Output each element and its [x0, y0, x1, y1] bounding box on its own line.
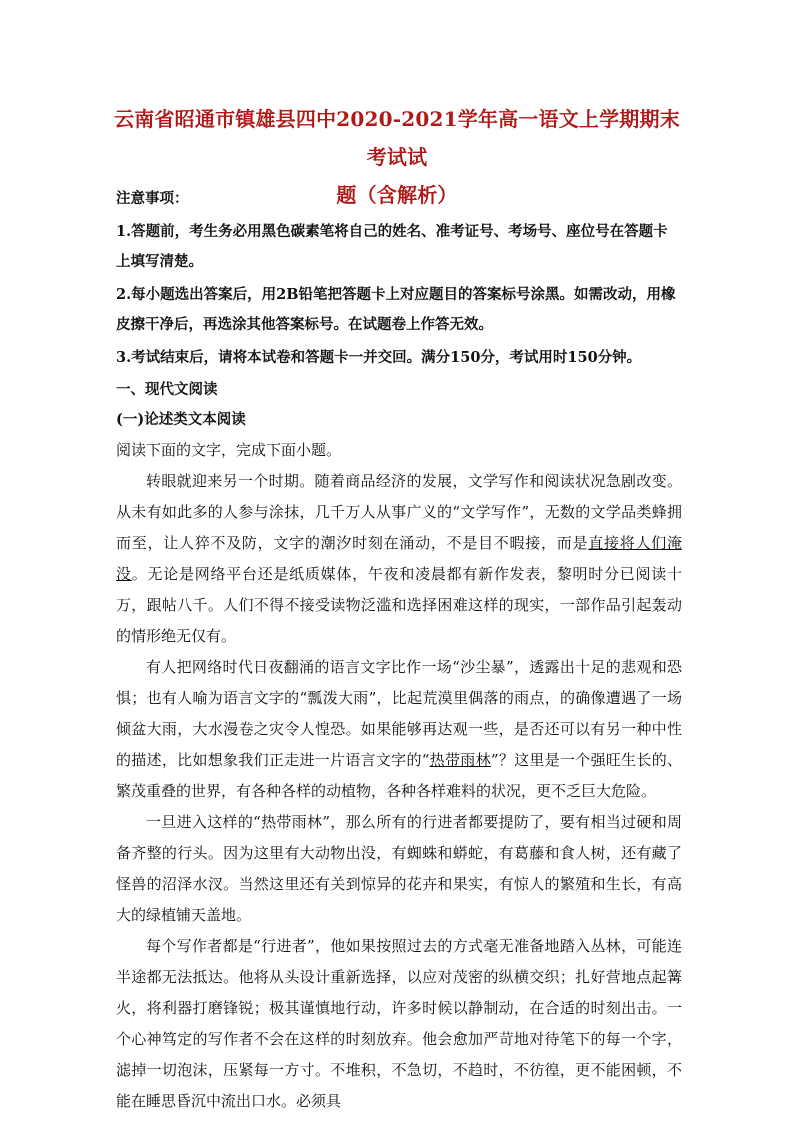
paragraph-2 — [116, 652, 682, 807]
paragraph-1 — [116, 466, 682, 652]
title-line-1: 云南省昭通市镇雄县四中2020-2021学年高一语文上学期期末考试试 — [114, 107, 680, 169]
reading-instruction: 阅读下面的文字，完成下面小题。 — [116, 441, 342, 459]
paragraph-2-text-a: 有人把网络时代日夜翻涌的语言文字比作一场“沙尘暴”，透露出十足的悲观和恐惧；也有人喻为语言文字的“瓢泼大雨”，比起荒漠里偶落的雨点，的确像遭遇了一场倾盆大雨，大水漫卷之灾令人惶恐。如果能够再达观一些，是否还可以有另一种中性的描述，比如想象我们正走进一片语言文字的“ — [116, 658, 682, 769]
notice-heading: 注意事项： — [116, 190, 189, 207]
paragraph-1-underlined: 直接将人们淹没 — [116, 534, 682, 583]
paragraph-4: 每个写作者都是“行进者”，他如果按照过去的方式毫无准备地踏入丛林，可能连半途都无法抵达。他将从头设计重新选择，以应对茂密的纵横交织；扎好营地点起篝火，将利器打磨锋锐；极其谨慎地行动，许多时候以静制动，在合适的时刻出击。一个心神笃定的写作者不会在这样的时刻放弃。他会愈加严苛地对待笔下的每一个字，滤掉一切泡沫，压紧每一方寸。不堆积，不急切，不趋时，不彷徨，更不能困顿，不能在睡思昏沉中流出口水。必须具 — [116, 937, 682, 1110]
subsection-heading: (一)论述类文本阅读 — [116, 411, 246, 428]
notice-item-2: 2.每小题选出答案后，用2B铅笔把答题卡上对应题目的答案标号涂黑。如需改动，用橡皮擦干净后，再选涂其他答案标号。在试题卷上作答无效。 — [116, 286, 676, 333]
notice-item-1: 1.答题前，考生务必用黑色碳素笔将自己的姓名、准考证号、考场号、座位号在答题卡上填写清楚。 — [116, 223, 668, 270]
section-heading: 一、现代文阅读 — [116, 381, 218, 398]
paragraph-1-text-b: 。无论是网络平台还是纸质媒体，午夜和凌晨都有新作发表，黎明时分已阅读十万，跟帖八千。人们不得不接受读物泛滥和选择困难这样的现实，一部作品引起轰动的情形绝无仅有。 — [116, 565, 682, 645]
paragraph-3: 一旦进入这样的“热带雨林”，那么所有的行进者都要提防了，要有相当过硬和周备齐整的行头。因为这里有大动物出没，有蜘蛛和蟒蛇，有葛藤和食人树，还有藏了怪兽的沼泽水汊。当然这里还有关到惊异的花卉和果实，有惊人的繁殖和生长，有高大的绿植铺天盖地。 — [116, 813, 682, 924]
paragraph-2-text-b: ”？这里是一个强旺生长的、繁茂重叠的世界，有各种各样的动植物，各种各样难料的状况，更不乏巨大危险。 — [116, 751, 683, 800]
notice-item-3: 3.考试结束后，请将本试卷和答题卡一并交回。满分150分，考试用时150分钟。 — [116, 349, 642, 366]
paragraph-2-underlined: 热带雨林 — [429, 751, 491, 769]
paragraph-1-text-a: 转眼就迎来另一个时期。随着商品经济的发展，文学写作和阅读状况急剧改变。从未有如此多的人参与涂抹，几千万人从事广义的“文学写作”，无数的文学品类蜂拥而至，让人猝不及防，文字的潮汐时刻在涌动，不是目不暇接，而是 — [116, 472, 682, 552]
notice-block — [116, 184, 682, 1117]
title-line-2: 题（含解析） — [336, 183, 458, 207]
